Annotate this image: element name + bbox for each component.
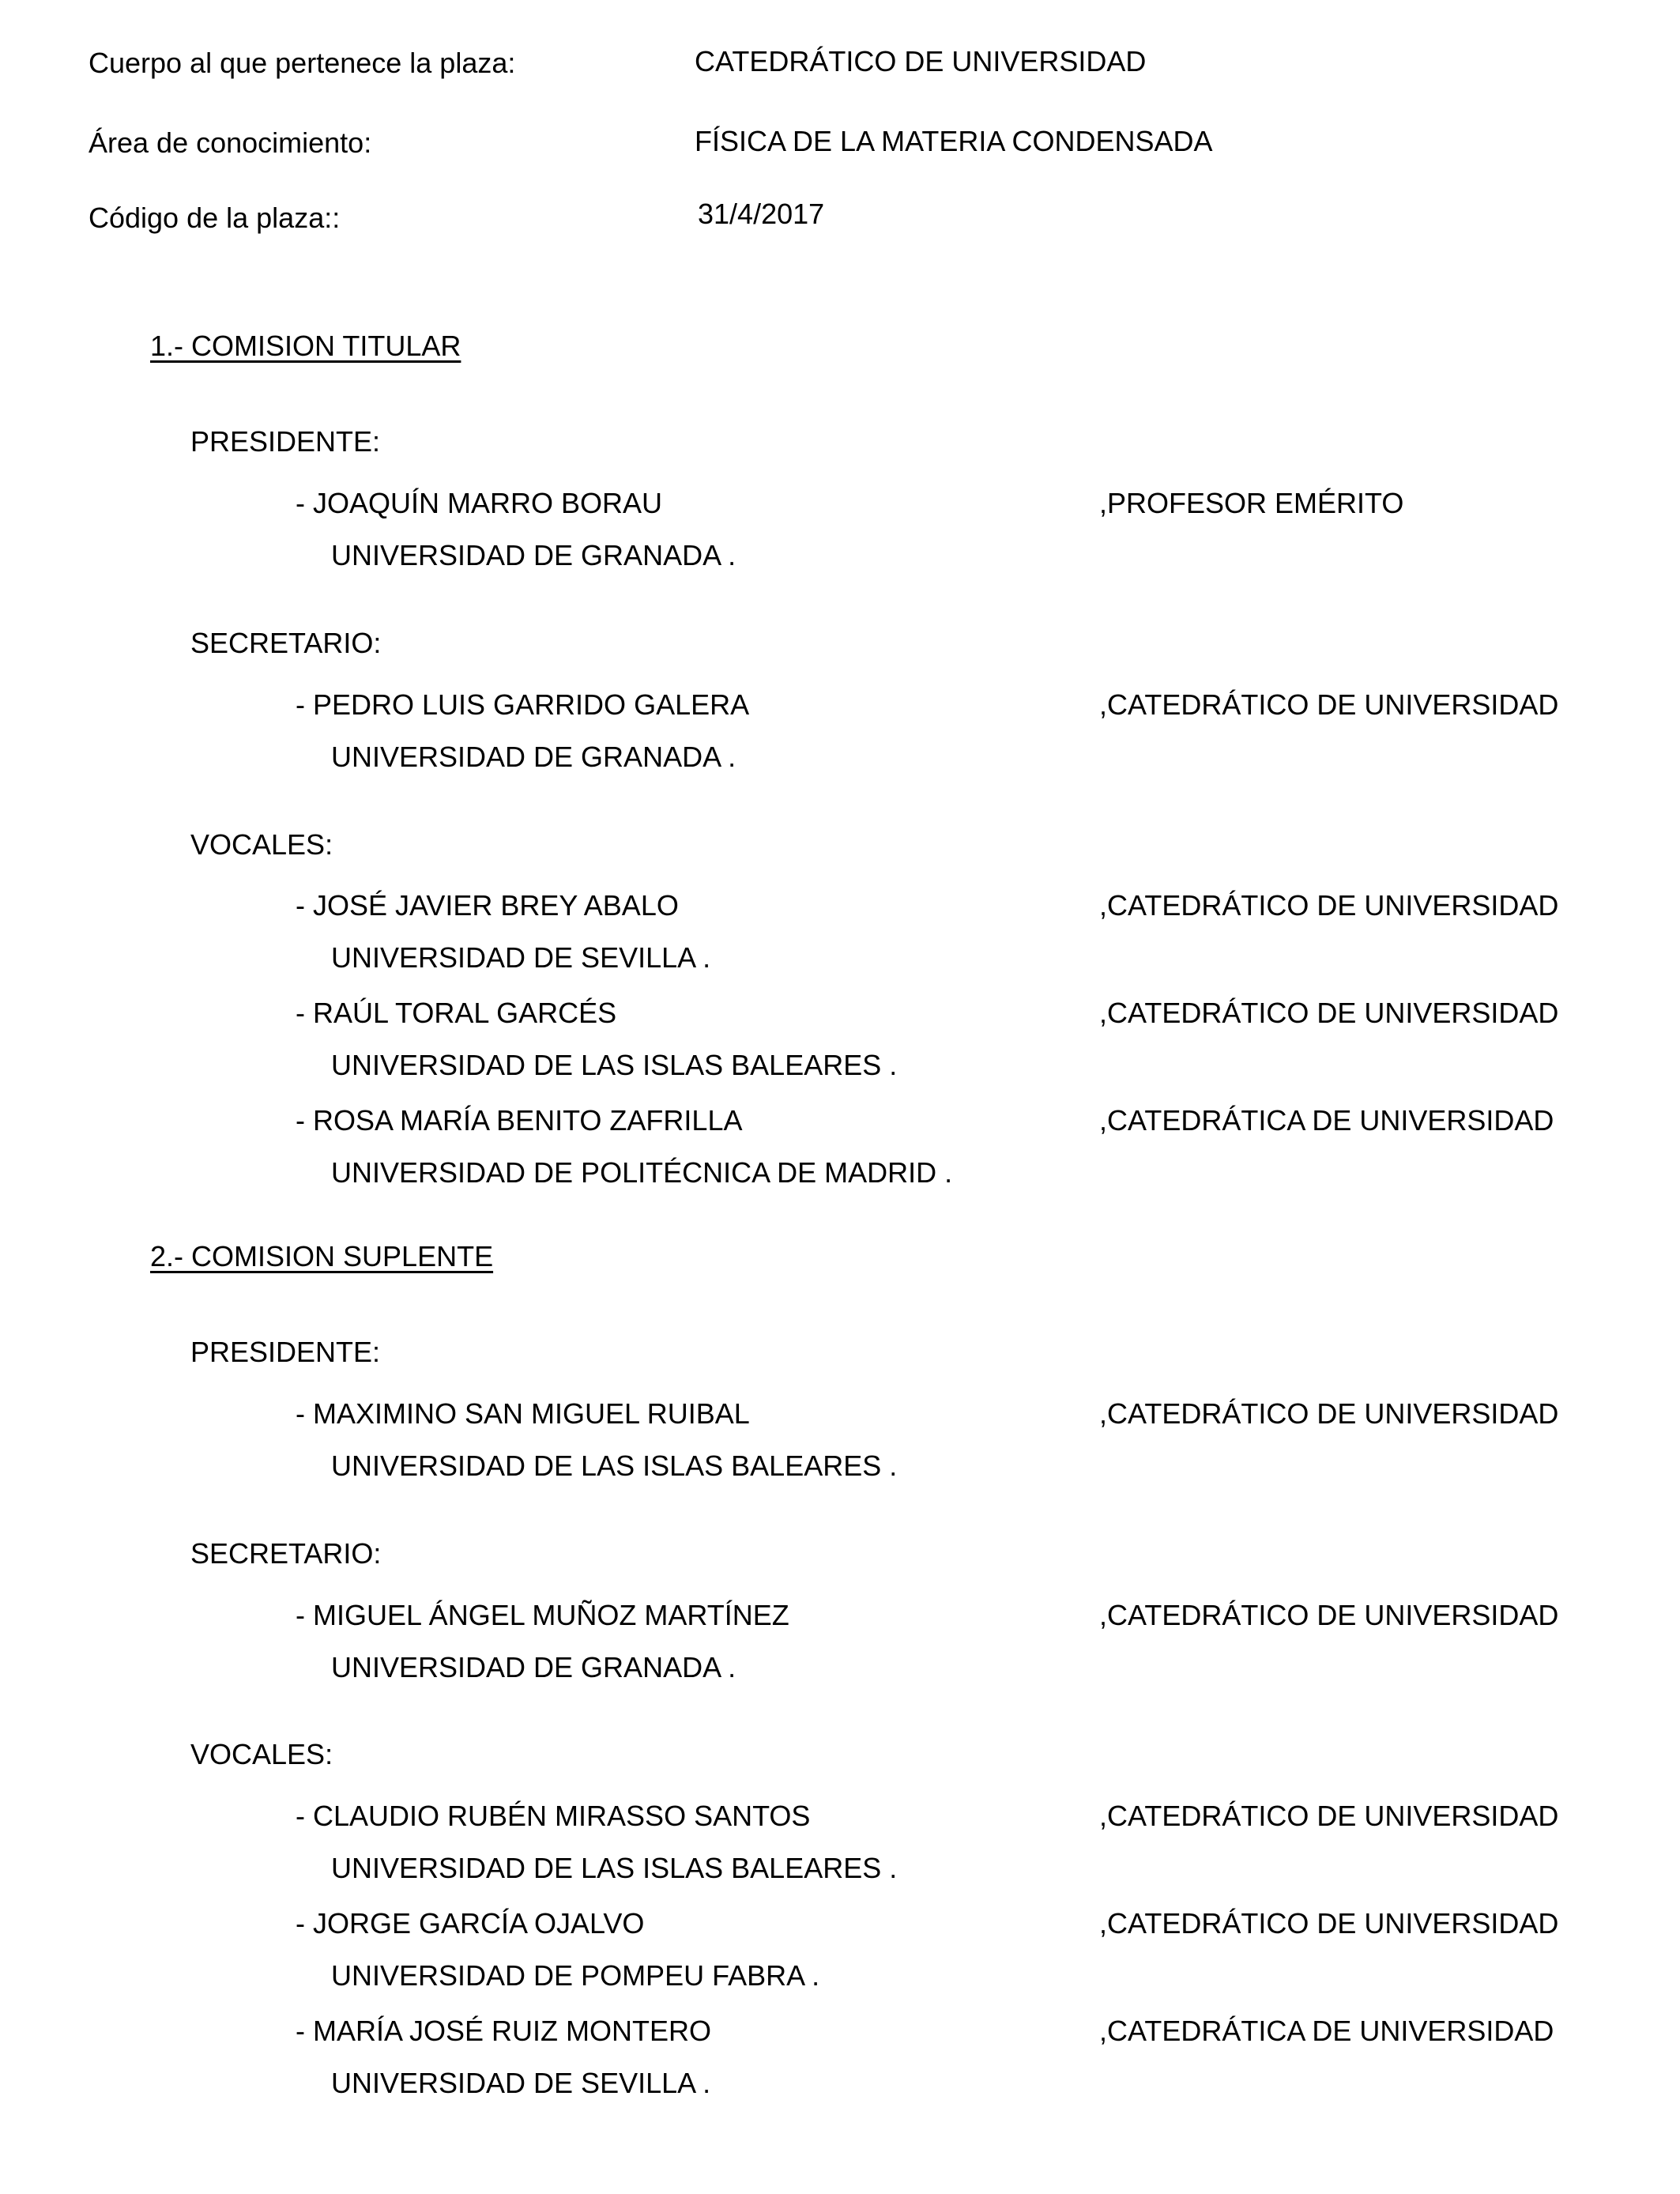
suplente-vocal-3-role: ,CATEDRÁTICA DE UNIVERSIDAD [1099,2015,1554,2047]
suplente-vocal-3-university: UNIVERSIDAD DE SEVILLA . [331,2067,711,2099]
cuerpo-value: CATEDRÁTICO DE UNIVERSIDAD [695,45,1147,77]
codigo-value: 31/4/2017 [698,198,825,230]
titular-vocal-1-role: ,CATEDRÁTICO DE UNIVERSIDAD [1099,889,1559,922]
suplente-secretario-role: ,CATEDRÁTICO DE UNIVERSIDAD [1099,1599,1559,1631]
area-value: FÍSICA DE LA MATERIA CONDENSADA [695,125,1213,157]
cuerpo-label: Cuerpo al que pertenece la plaza: [89,47,516,79]
codigo-label: Código de la plaza:: [89,202,341,234]
suplente-vocales-label: VOCALES: [190,1738,333,1770]
titular-presidente-label: PRESIDENTE: [190,425,381,458]
titular-presidente-university: UNIVERSIDAD DE GRANADA . [331,539,736,571]
suplente-vocal-3-name: - MARÍA JOSÉ RUIZ MONTERO [296,2015,712,2047]
titular-secretario-university: UNIVERSIDAD DE GRANADA . [331,741,736,773]
suplente-vocal-1-university: UNIVERSIDAD DE LAS ISLAS BALEARES . [331,1852,898,1884]
titular-vocal-2-university: UNIVERSIDAD DE LAS ISLAS BALEARES . [331,1049,898,1081]
titular-vocales-label: VOCALES: [190,828,333,861]
suplente-presidente-name: - MAXIMINO SAN MIGUEL RUIBAL [296,1397,750,1430]
suplente-presidente-role: ,CATEDRÁTICO DE UNIVERSIDAD [1099,1397,1559,1430]
titular-secretario-label: SECRETARIO: [190,627,382,659]
area-label: Área de conocimiento: [89,126,372,159]
suplente-vocal-2-university: UNIVERSIDAD DE POMPEU FABRA . [331,1959,820,1992]
suplente-vocal-1-role: ,CATEDRÁTICO DE UNIVERSIDAD [1099,1800,1559,1832]
titular-presidente-name: - JOAQUÍN MARRO BORAU [296,487,663,519]
titular-vocal-3-university: UNIVERSIDAD DE POLITÉCNICA DE MADRID . [331,1156,953,1189]
titular-vocal-2-role: ,CATEDRÁTICO DE UNIVERSIDAD [1099,997,1559,1029]
titular-presidente-role: ,PROFESOR EMÉRITO [1099,487,1404,519]
suplente-vocal-2-role: ,CATEDRÁTICO DE UNIVERSIDAD [1099,1907,1559,1940]
titular-vocal-3-role: ,CATEDRÁTICA DE UNIVERSIDAD [1099,1104,1554,1137]
titular-vocal-1-name: - JOSÉ JAVIER BREY ABALO [296,889,679,922]
suplente-presidente-label: PRESIDENTE: [190,1336,381,1368]
suplente-secretario-label: SECRETARIO: [190,1537,382,1570]
titular-vocal-1-university: UNIVERSIDAD DE SEVILLA . [331,941,711,974]
titular-heading: 1.- COMISION TITULAR [150,330,461,362]
suplente-vocal-1-name: - CLAUDIO RUBÉN MIRASSO SANTOS [296,1800,811,1832]
titular-vocal-3-name: - ROSA MARÍA BENITO ZAFRILLA [296,1104,743,1137]
titular-secretario-role: ,CATEDRÁTICO DE UNIVERSIDAD [1099,688,1559,721]
suplente-vocal-2-name: - JORGE GARCÍA OJALVO [296,1907,645,1940]
suplente-presidente-university: UNIVERSIDAD DE LAS ISLAS BALEARES . [331,1449,898,1482]
suplente-secretario-university: UNIVERSIDAD DE GRANADA . [331,1651,736,1683]
suplente-secretario-name: - MIGUEL ÁNGEL MUÑOZ MARTÍNEZ [296,1599,789,1631]
suplente-heading: 2.- COMISION SUPLENTE [150,1240,494,1272]
titular-vocal-2-name: - RAÚL TORAL GARCÉS [296,997,617,1029]
titular-secretario-name: - PEDRO LUIS GARRIDO GALERA [296,688,750,721]
